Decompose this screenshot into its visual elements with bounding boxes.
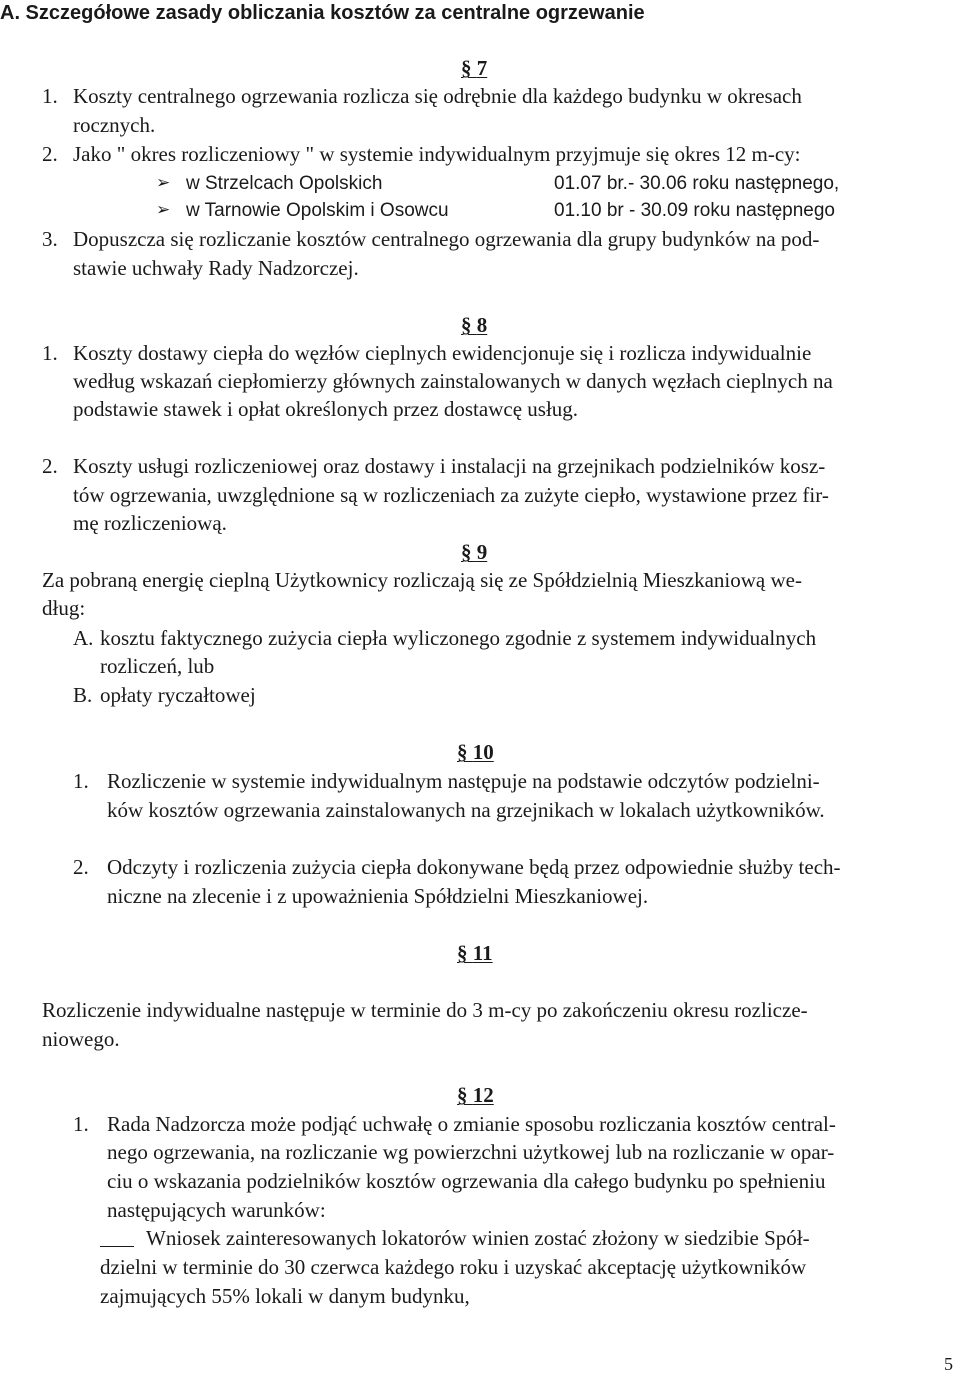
s12-item-1-line: Rada Nadzorcza może podjąć uchwałę o zmianie sposobu rozliczania kosztów central- — [107, 1112, 836, 1136]
section-sign: § — [457, 740, 468, 764]
s8-item-1-line: według wskazań ciepłomierzy głównych zainstalowanych w danych węzłach cieplnych na — [73, 369, 833, 393]
s12-item-1-line: następujących warunków: — [107, 1198, 326, 1222]
section-9-title — [461, 542, 487, 563]
page-number: 5 — [944, 1354, 953, 1374]
s11-text-line: niowego. — [42, 1027, 120, 1051]
s7-item-3-line: Dopuszcza się rozliczanie kosztów centralnego ogrzewania dla grupy budynków na pod- — [73, 227, 820, 251]
s9-intro-line: Za pobraną energię cieplną Użytkownicy rozliczają się ze Spółdzielnią Mieszkaniową we- — [42, 568, 802, 592]
section-sign: § — [457, 1083, 468, 1107]
section-number: 9 — [476, 540, 488, 564]
s8-item-1-number: 1. — [42, 341, 58, 365]
section-11-title — [457, 943, 493, 964]
s10-item-1-line: Rozliczenie w systemie indywidualnym następuje na podstawie odczytów podzielni- — [107, 769, 820, 793]
bullet-place: w Strzelcach Opolskich — [186, 173, 383, 194]
s8-item-2-line: mę rozliczeniową. — [73, 511, 227, 535]
s9-option-a-line: kosztu faktycznego zużycia ciepła wyliczonego zgodnie z systemem indywidualnych — [100, 626, 817, 650]
s11-text-line: Rozliczenie indywidualne następuje w terminie do 3 m-cy po zakończeniu okresu rozlicze- — [42, 998, 808, 1022]
s9-option-a-label: A. — [73, 626, 94, 650]
s7-item-3-line: stawie uchwały Rady Nadzorczej. — [73, 256, 359, 280]
section-number: 10 — [472, 740, 494, 764]
s9-intro-line: dług: — [42, 596, 86, 620]
section-number: 11 — [472, 941, 493, 965]
s10-item-2-line: Odczyty i rozliczenia zużycia ciepła dokonywane będą przez odpowiednie służby tech- — [107, 855, 841, 879]
s9-option-b-line: opłaty ryczałtowej — [100, 683, 256, 707]
s8-item-2-number: 2. — [42, 454, 58, 478]
s7-item-1-line: rocznych. — [73, 113, 156, 137]
section-sign: § — [461, 540, 472, 564]
arrow-bullet-icon: ➢ — [156, 200, 171, 220]
s9-option-b-label: B. — [73, 683, 93, 707]
s9-option-a-line: rozliczeń, lub — [100, 654, 215, 678]
s7-item-3-number: 3. — [42, 227, 58, 251]
s10-item-1-number: 1. — [73, 769, 89, 793]
section-10-title — [457, 742, 494, 763]
s10-item-2-number: 2. — [73, 855, 89, 879]
s7-item-2-line: Jako " okres rozliczeniowy " w systemie indywidualnym przyjmuje się okres 12 m-cy: — [73, 142, 801, 166]
s12-item-1-line: nego ogrzewania, na rozliczanie wg powierzchni użytkowej lub na rozliczanie w opar- — [107, 1140, 835, 1164]
section-number: 8 — [476, 313, 488, 337]
s12-item-1-line: ciu o wskazania podzielników kosztów ogrzewania dla całego budynku po spełnieniu — [107, 1169, 826, 1193]
s7-item-2-number: 2. — [42, 142, 58, 166]
section-7-title — [461, 58, 487, 79]
s8-item-2-line: tów ogrzewania, uwzględnione są w rozliczeniach za zużyte ciepło, wystawione przez fir- — [73, 483, 829, 507]
section-sign: § — [461, 313, 472, 337]
document-heading: A. Szczegółowe zasady obliczania kosztów za centralne ogrzewanie — [0, 2, 645, 24]
s12-condition-line: zajmujących 55% lokali w danym budynku, — [100, 1284, 470, 1308]
section-12-title — [457, 1085, 494, 1106]
bullet-period: 01.07 br.- 30.06 roku następnego, — [554, 173, 840, 194]
section-sign: § — [461, 56, 472, 80]
s12-item-1-number: 1. — [73, 1112, 89, 1136]
bullet-period: 01.10 br - 30.09 roku następnego — [554, 200, 835, 221]
section-sign: § — [457, 941, 468, 965]
s12-condition-line: Wniosek zainteresowanych lokatorów winien zostać złożony w siedzibie Spół- — [146, 1226, 810, 1250]
arrow-bullet-icon: ➢ — [156, 173, 171, 193]
s12-condition-line: dzielni w terminie do 30 czerwca każdego roku i uzyskać akceptację użytkowników — [100, 1255, 807, 1279]
section-number: 7 — [476, 56, 488, 80]
s7-item-1-line: Koszty centralnego ogrzewania rozlicza się odrębnie dla każdego budynku w okresach — [73, 84, 802, 108]
s8-item-1-line: podstawie stawek i opłat określonych przez dostawcę usług. — [73, 397, 579, 421]
s8-item-2-line: Koszty usługi rozliczeniowej oraz dostawy i instalacji na grzejnikach podzielników kosz- — [73, 454, 826, 478]
s8-item-1-line: Koszty dostawy ciepła do węzłów cieplnych ewidencjonuje się i rozlicza indywidualnie — [73, 341, 812, 365]
section-number: 12 — [472, 1083, 494, 1107]
s10-item-1-line: ków kosztów ogrzewania zainstalowanych na grzejnikach w lokalach użytkowników. — [107, 798, 825, 822]
s7-item-1-number: 1. — [42, 84, 58, 108]
bullet-place: w Tarnowie Opolskim i Osowcu — [186, 200, 449, 221]
dash-bullet-icon — [100, 1238, 134, 1254]
section-8-title — [461, 315, 487, 336]
s10-item-2-line: niczne na zlecenie i z upoważnienia Spółdzielni Mieszkaniowej. — [107, 884, 649, 908]
